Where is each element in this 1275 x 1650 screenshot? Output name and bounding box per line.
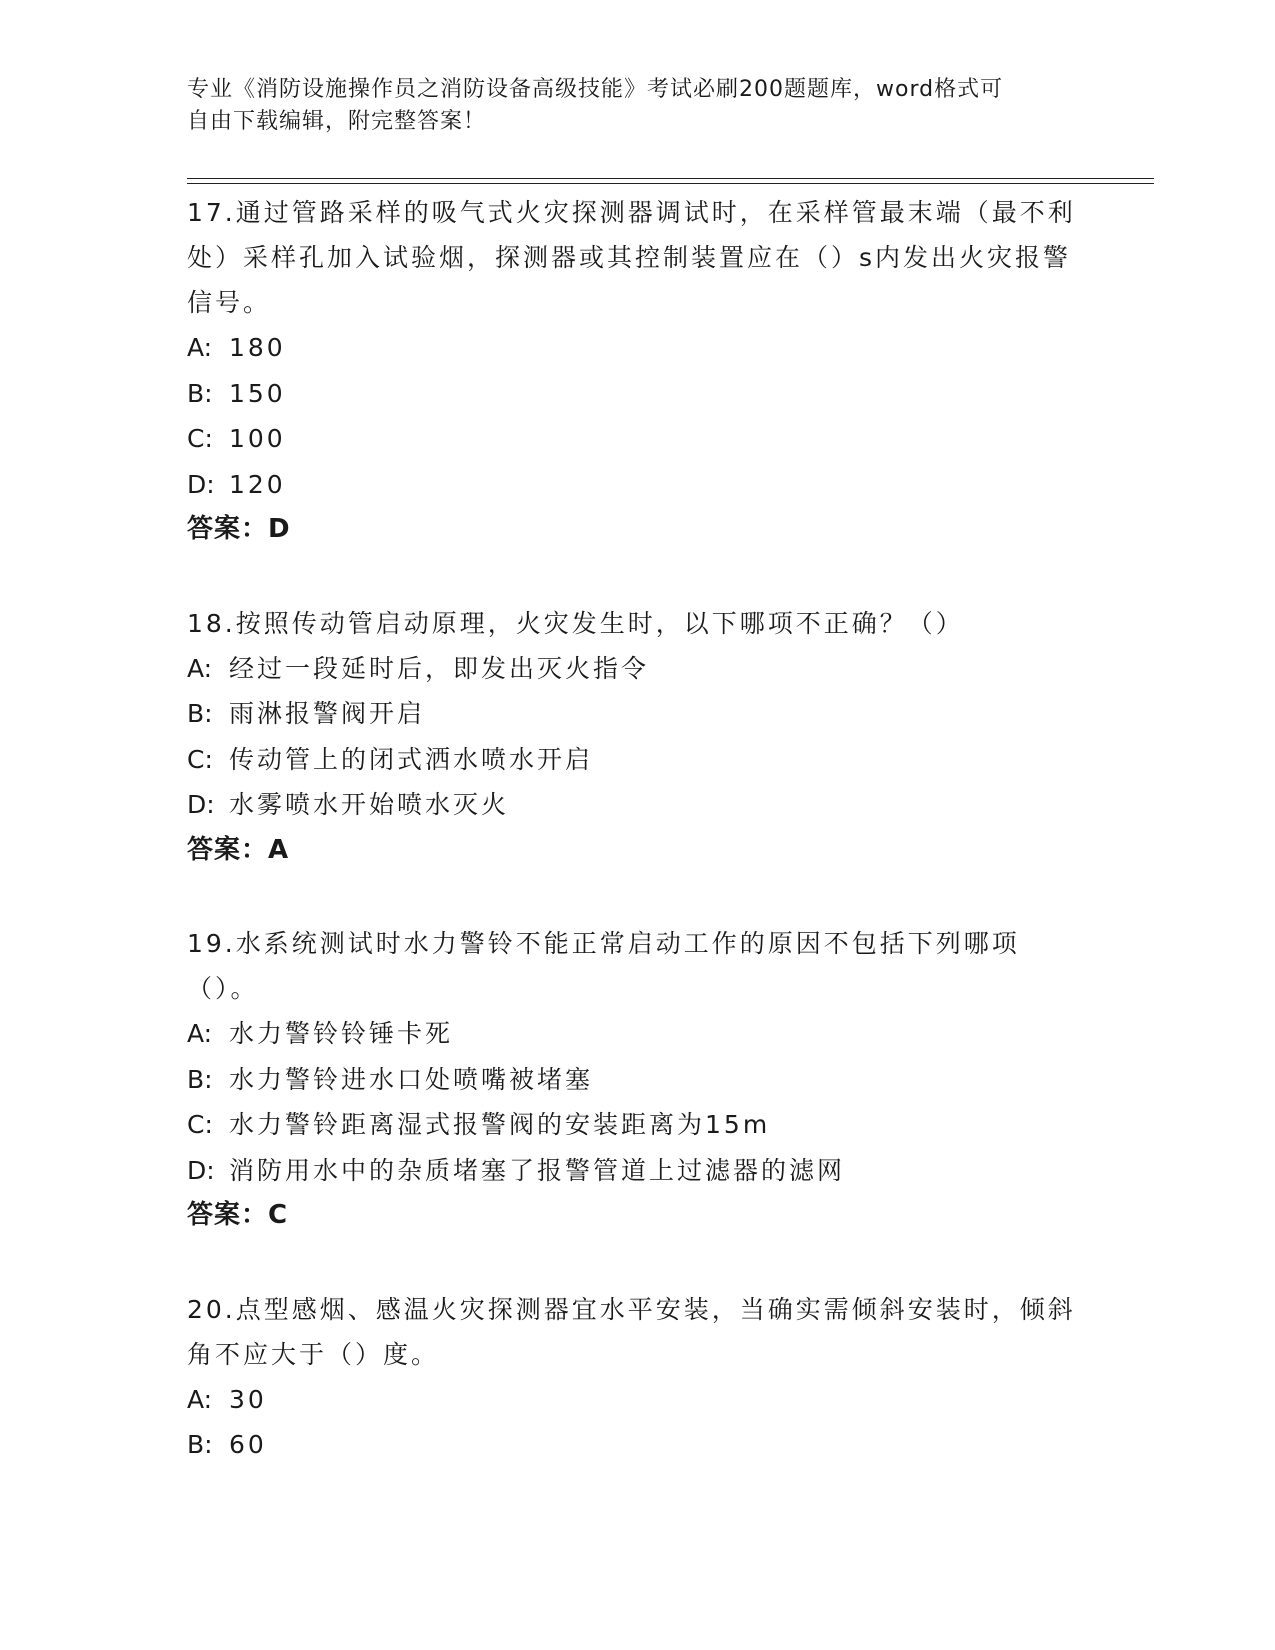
option-text: 传动管上的闭式洒水喷水开启 (229, 744, 594, 774)
option-a (187, 1377, 1087, 1423)
answer-line: 答案：C (187, 1200, 289, 1230)
option-letter: D: (187, 790, 215, 819)
question-stem: 20.点型感烟、感温火灾探测器宜水平安装，当确实需倾斜安装时，倾斜角不应大于（）度。 (187, 1294, 1076, 1369)
answer-line: 答案：D (187, 514, 291, 544)
option-text: 雨淋报警阀开启 (229, 699, 426, 728)
option-text: 100 (229, 424, 286, 453)
header-line-1: 专业《消防设施操作员之消防设备高级技能》考试必刷200题题库，word格式可 (187, 77, 1004, 102)
option-a (187, 646, 1087, 692)
option-a (187, 325, 1087, 371)
option-letter: C: (187, 424, 213, 453)
option-letter: A: (187, 333, 213, 362)
answer-line: 答案：A (187, 834, 290, 865)
header-divider-bottom (187, 183, 1154, 184)
option-letter: D: (187, 469, 215, 499)
option-c (187, 737, 1087, 783)
option-text: 30 (229, 1384, 267, 1414)
option-letter: D: (187, 1155, 215, 1185)
option-d (187, 1148, 1087, 1194)
question-stem: 17.通过管路采样的吸气式火灾探测器调试时，在采样管最末端（最不利处）采样孔加入试验烟，探测器或其控制装置应在（）s内发出火灾报警信号。 (187, 198, 1076, 317)
option-b (187, 1422, 1087, 1468)
option-letter: C: (187, 744, 213, 774)
option-letter: C: (187, 1110, 213, 1139)
option-text: 180 (229, 333, 286, 362)
question-17 (187, 190, 1087, 553)
document-header (187, 74, 1087, 138)
question-18 (187, 601, 1087, 874)
option-text: 水力警铃距离湿式报警阀的安装距离为15m (229, 1110, 771, 1139)
option-b (187, 1057, 1087, 1103)
option-letter: A: (187, 1019, 213, 1048)
option-letter: B: (187, 1064, 213, 1094)
option-letter: B: (187, 1430, 213, 1459)
option-text: 水雾喷水开始喷水灭火 (229, 790, 510, 819)
option-a (187, 1011, 1087, 1057)
option-b (187, 691, 1087, 737)
option-text: 消防用水中的杂质堵塞了报警管道上过滤器的滤网 (229, 1155, 846, 1185)
question-20 (187, 1287, 1087, 1468)
option-text: 60 (229, 1430, 267, 1459)
header-line-2: 自由下载编辑，附完整答案！ (187, 109, 487, 134)
question-stem: 18.按照传动管启动原理，火灾发生时，以下哪项不正确？（） (187, 608, 964, 638)
option-text: 150 (229, 378, 286, 408)
question-19 (187, 921, 1087, 1239)
option-letter: A: (187, 653, 213, 683)
option-text: 经过一段延时后，即发出灭火指令 (229, 653, 650, 683)
option-c (187, 1102, 1087, 1148)
header-divider-top (187, 178, 1154, 179)
option-letter: B: (187, 699, 213, 728)
option-letter: B: (187, 378, 213, 408)
option-c (187, 416, 1087, 462)
option-text: 水力警铃进水口处喷嘴被堵塞 (229, 1064, 594, 1094)
option-b (187, 371, 1087, 417)
option-text: 120 (229, 469, 286, 499)
question-stem: 19.水系统测试时水力警铃不能正常启动工作的原因不包括下列哪项（）。 (187, 929, 1020, 1003)
option-text: 水力警铃铃锤卡死 (229, 1019, 454, 1048)
option-d (187, 462, 1087, 508)
option-d (187, 782, 1087, 828)
option-letter: A: (187, 1384, 213, 1414)
question-list (187, 190, 1087, 1516)
